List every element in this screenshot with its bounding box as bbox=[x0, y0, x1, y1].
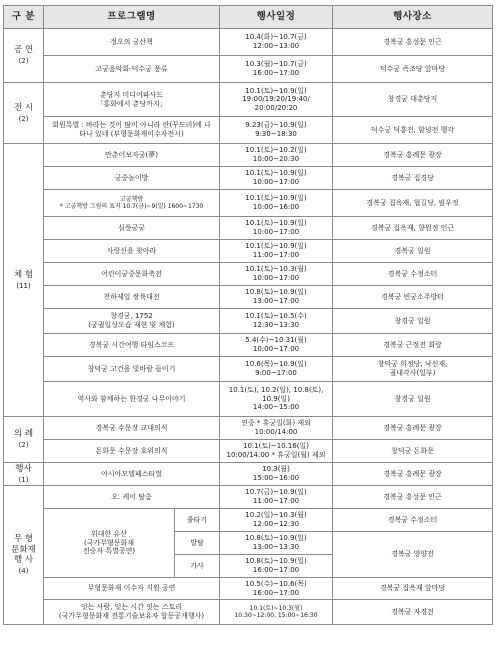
program-venue: 경복궁 집옥재 앞마당 bbox=[333, 578, 493, 600]
table-row bbox=[4, 463, 493, 486]
program-venue: 창경궁 일원 bbox=[333, 309, 493, 334]
heritage-sub-name: 줄타기 bbox=[175, 509, 220, 532]
program-date: 10.1(토)~10.9(일) 19:00/19:20/19:40/ 20:00/20:20 bbox=[220, 83, 333, 117]
program-name: 아시아모델페스티벌 bbox=[44, 463, 220, 486]
category-label: 무 형 문화재 행 사 bbox=[11, 534, 36, 565]
header-category: 구 분 bbox=[4, 6, 44, 29]
program-venue: 경복궁 흥례문 광장 bbox=[333, 463, 493, 486]
program-name: 역사와 함께하는 한경궁 나무이야기 bbox=[44, 382, 220, 417]
program-venue: 경복궁 빈궁소주방터 bbox=[333, 286, 493, 309]
table-row bbox=[4, 357, 493, 382]
program-date: 9.23(금)~10.9(일) 9:30~18:30 bbox=[220, 117, 333, 144]
schedule-table bbox=[3, 5, 493, 625]
program-name: 돈화문 수문장 호위의식 bbox=[44, 440, 220, 463]
header-schedule: 행사일정 bbox=[220, 6, 333, 29]
program-venue: 경복궁 수정소터 bbox=[333, 263, 493, 286]
program-venue: 창덕궁 돈화문 bbox=[333, 440, 493, 463]
heritage-sub-name: 발탈 bbox=[175, 532, 220, 555]
category-ceremony bbox=[4, 417, 44, 463]
program-date: 10.1(토)~10.9(일) 11:00~17:00 bbox=[220, 240, 333, 263]
table-row bbox=[4, 167, 493, 190]
program-venue: 경복궁 집경당 bbox=[333, 167, 493, 190]
program-date: 10.5(수)~10.6(목) 16:00~17:00 bbox=[220, 578, 333, 600]
program-date: 10.2(일)~10.3(월) 12:00~12:30 bbox=[220, 509, 333, 532]
program-name: 만춘어보자궁(夢) bbox=[44, 144, 220, 167]
table-row bbox=[4, 286, 493, 309]
table-row bbox=[4, 144, 493, 167]
table-row bbox=[4, 334, 493, 357]
table-row bbox=[4, 190, 493, 217]
category-label: 행사 bbox=[15, 463, 32, 474]
category-count: (2) bbox=[18, 57, 29, 66]
program-date: 10.1(토)~10.3(월) 10:30~12:00, 15:00~16:30 bbox=[220, 600, 333, 625]
table-row bbox=[4, 29, 493, 56]
category-label: 체 험 bbox=[13, 269, 34, 280]
program-name: 천하제일 쌍륙대전 bbox=[44, 286, 220, 309]
program-name: 창경궁, 1752 (궁궐일상모습 재현 및 체험) bbox=[44, 309, 220, 334]
program-name: 무형문화재 이수자 지원 공연 bbox=[44, 578, 220, 600]
header-venue: 행사장소 bbox=[333, 6, 493, 29]
program-venue: 경복궁 흥례문 광장 bbox=[333, 144, 493, 167]
program-date: 10.4(화)~10.7(금) 12:00~13:00 bbox=[220, 29, 333, 56]
category-label: 공 연 bbox=[13, 45, 34, 56]
heritage-group-name: 위대한 유산 (국가무형문화재 전승자 특별공연) bbox=[44, 509, 175, 578]
program-name: 경복궁 수문장 교대의식 bbox=[44, 417, 220, 440]
program-name: 궁중놀이방 bbox=[44, 167, 220, 190]
program-date: 10.8(토)~10.9(일) 13:00~17:00 bbox=[220, 286, 333, 309]
program-name: 심풍궁궁 bbox=[44, 217, 220, 240]
program-venue: 경복궁 집옥재, 협길당, 팔우정 bbox=[333, 190, 493, 217]
program-venue: 경복궁 집옥재, 향원정 인근 bbox=[333, 217, 493, 240]
program-name: 경복궁 시간여행 타임스코프 bbox=[44, 334, 220, 357]
program-venue: 창경궁 일원 bbox=[333, 382, 493, 417]
category-intangible-heritage bbox=[4, 486, 44, 625]
table-row bbox=[4, 440, 493, 463]
program-venue: 창덕궁 희정당, 낙선재, 궐내각사(일부) bbox=[333, 357, 493, 382]
program-date: 10.7(금)~10.9(일) 11:00~17:00 bbox=[220, 486, 333, 509]
table-row bbox=[4, 578, 493, 600]
table-row bbox=[4, 486, 493, 509]
category-count: (2) bbox=[18, 441, 29, 450]
program-name: 사랑신을 찾아라 bbox=[44, 240, 220, 263]
program-venue: 경복궁 수정소터 bbox=[333, 509, 493, 532]
program-date: 10.3(월)~10.7(금) 16:00~17:00 bbox=[220, 56, 333, 83]
category-count: (4) bbox=[18, 567, 29, 576]
program-date: 10.1(토)~10.9(일) 10:00~17:00 bbox=[220, 217, 333, 240]
category-label: 의 례 bbox=[13, 429, 34, 440]
program-name: 오. 케이 탈춤 bbox=[44, 486, 220, 509]
category-performance bbox=[4, 29, 44, 83]
table-row bbox=[4, 117, 493, 144]
program-date: 연중 * 휴궁일(화) 제외 10:00/14:00 bbox=[220, 417, 333, 440]
program-venue: 경복궁 흥성문 인근 bbox=[333, 486, 493, 509]
table-row bbox=[4, 217, 493, 240]
table-row bbox=[4, 309, 493, 334]
category-event bbox=[4, 463, 44, 486]
program-name: 고궁책방 * 고궁책방 그림의 표지 10.7(금)~9(일) 1600~1730 bbox=[44, 190, 220, 217]
program-date: 10.1(토)~10.5(수) 12:30~13:30 bbox=[220, 309, 333, 334]
program-date: 10.1(토)~10.16(일) 10:00/14:00 * 휴궁일(월) 제외 bbox=[220, 440, 333, 463]
header-row bbox=[4, 6, 493, 29]
program-date: 10.6(목)~10.9(일) 9:00~17:00 bbox=[220, 357, 333, 382]
category-exhibition bbox=[4, 83, 44, 144]
header-program: 프로그램명 bbox=[44, 6, 220, 29]
category-experience bbox=[4, 144, 44, 417]
table-row bbox=[4, 382, 493, 417]
program-name: 춘당지 미디어파사드 「홍화에서 춘당까지」 bbox=[44, 83, 220, 117]
table-row bbox=[4, 600, 493, 625]
table-row bbox=[4, 417, 493, 440]
table-row bbox=[4, 240, 493, 263]
program-venue: 경복궁 흥성문 인근 bbox=[333, 29, 493, 56]
table-row bbox=[4, 83, 493, 117]
program-name: 잇는 사람, 잇는 시간 잇는 스토리 (국가무형문화재 전통기술보유자 합동공개행사) bbox=[44, 600, 220, 625]
program-date: 10.1(토)~10.3(월) 10:00~17:00 bbox=[220, 263, 333, 286]
program-date: 10.3(월) 15:00~16:00 bbox=[220, 463, 333, 486]
program-date: 10.8(토)~10.9(일) 16:00~17:00 bbox=[220, 555, 333, 578]
program-date: 5.4(수)~10.31(월) 10:00~17:00 bbox=[220, 334, 333, 357]
program-name: 고궁음악회-덕수궁 풍류 bbox=[44, 56, 220, 83]
table-row bbox=[4, 263, 493, 286]
category-count: (2) bbox=[18, 114, 29, 123]
program-date: 10.1(토)~10.9(일) 10:00~16:00 bbox=[220, 190, 333, 217]
program-venue: 경복궁 영양전 bbox=[333, 532, 493, 578]
program-name: 어린이궁중문화축전 bbox=[44, 263, 220, 286]
program-date: 10.1(토)~10.2(일) 10:00~20:30 bbox=[220, 144, 333, 167]
program-venue: 경복궁 자경전 bbox=[333, 600, 493, 625]
program-date: 10.1(토), 10.2(일), 10.8(토), 10.9(일) 14:00~15:00 bbox=[220, 382, 333, 417]
category-label: 전 시 bbox=[13, 102, 34, 113]
heritage-sub-name: 가사 bbox=[175, 555, 220, 578]
program-name: 정오의 궁산책 bbox=[44, 29, 220, 56]
program-venue: 덕수궁 즉조당 앞마당 bbox=[333, 56, 493, 83]
program-venue: 경복궁 일원 bbox=[333, 240, 493, 263]
program-name: 창덕궁 고건을 빛바람 들이기 bbox=[44, 357, 220, 382]
program-name: 회원특별 : 바라는 것이 많이 아니라 란(꾸드리)에 나 타나 있네 (부형문화재이수자전시) bbox=[44, 117, 220, 144]
category-count: (11) bbox=[16, 281, 31, 290]
program-date: 10.8(토)~10.9(일) 13:00~13:30 bbox=[220, 532, 333, 555]
program-venue: 경복궁 근정전 회랑 bbox=[333, 334, 493, 357]
table-row bbox=[4, 509, 493, 532]
program-venue: 경복궁 흥례문 광장 bbox=[333, 417, 493, 440]
table-row bbox=[4, 56, 493, 83]
program-date: 10.1(토)~10.9(일) 10:00~17:00 bbox=[220, 167, 333, 190]
program-venue: 창경궁 대춘당지 bbox=[333, 83, 493, 117]
program-venue: 덕수궁 덕홍전, 함녕전 행각 bbox=[333, 117, 493, 144]
category-count: (1) bbox=[18, 475, 29, 484]
